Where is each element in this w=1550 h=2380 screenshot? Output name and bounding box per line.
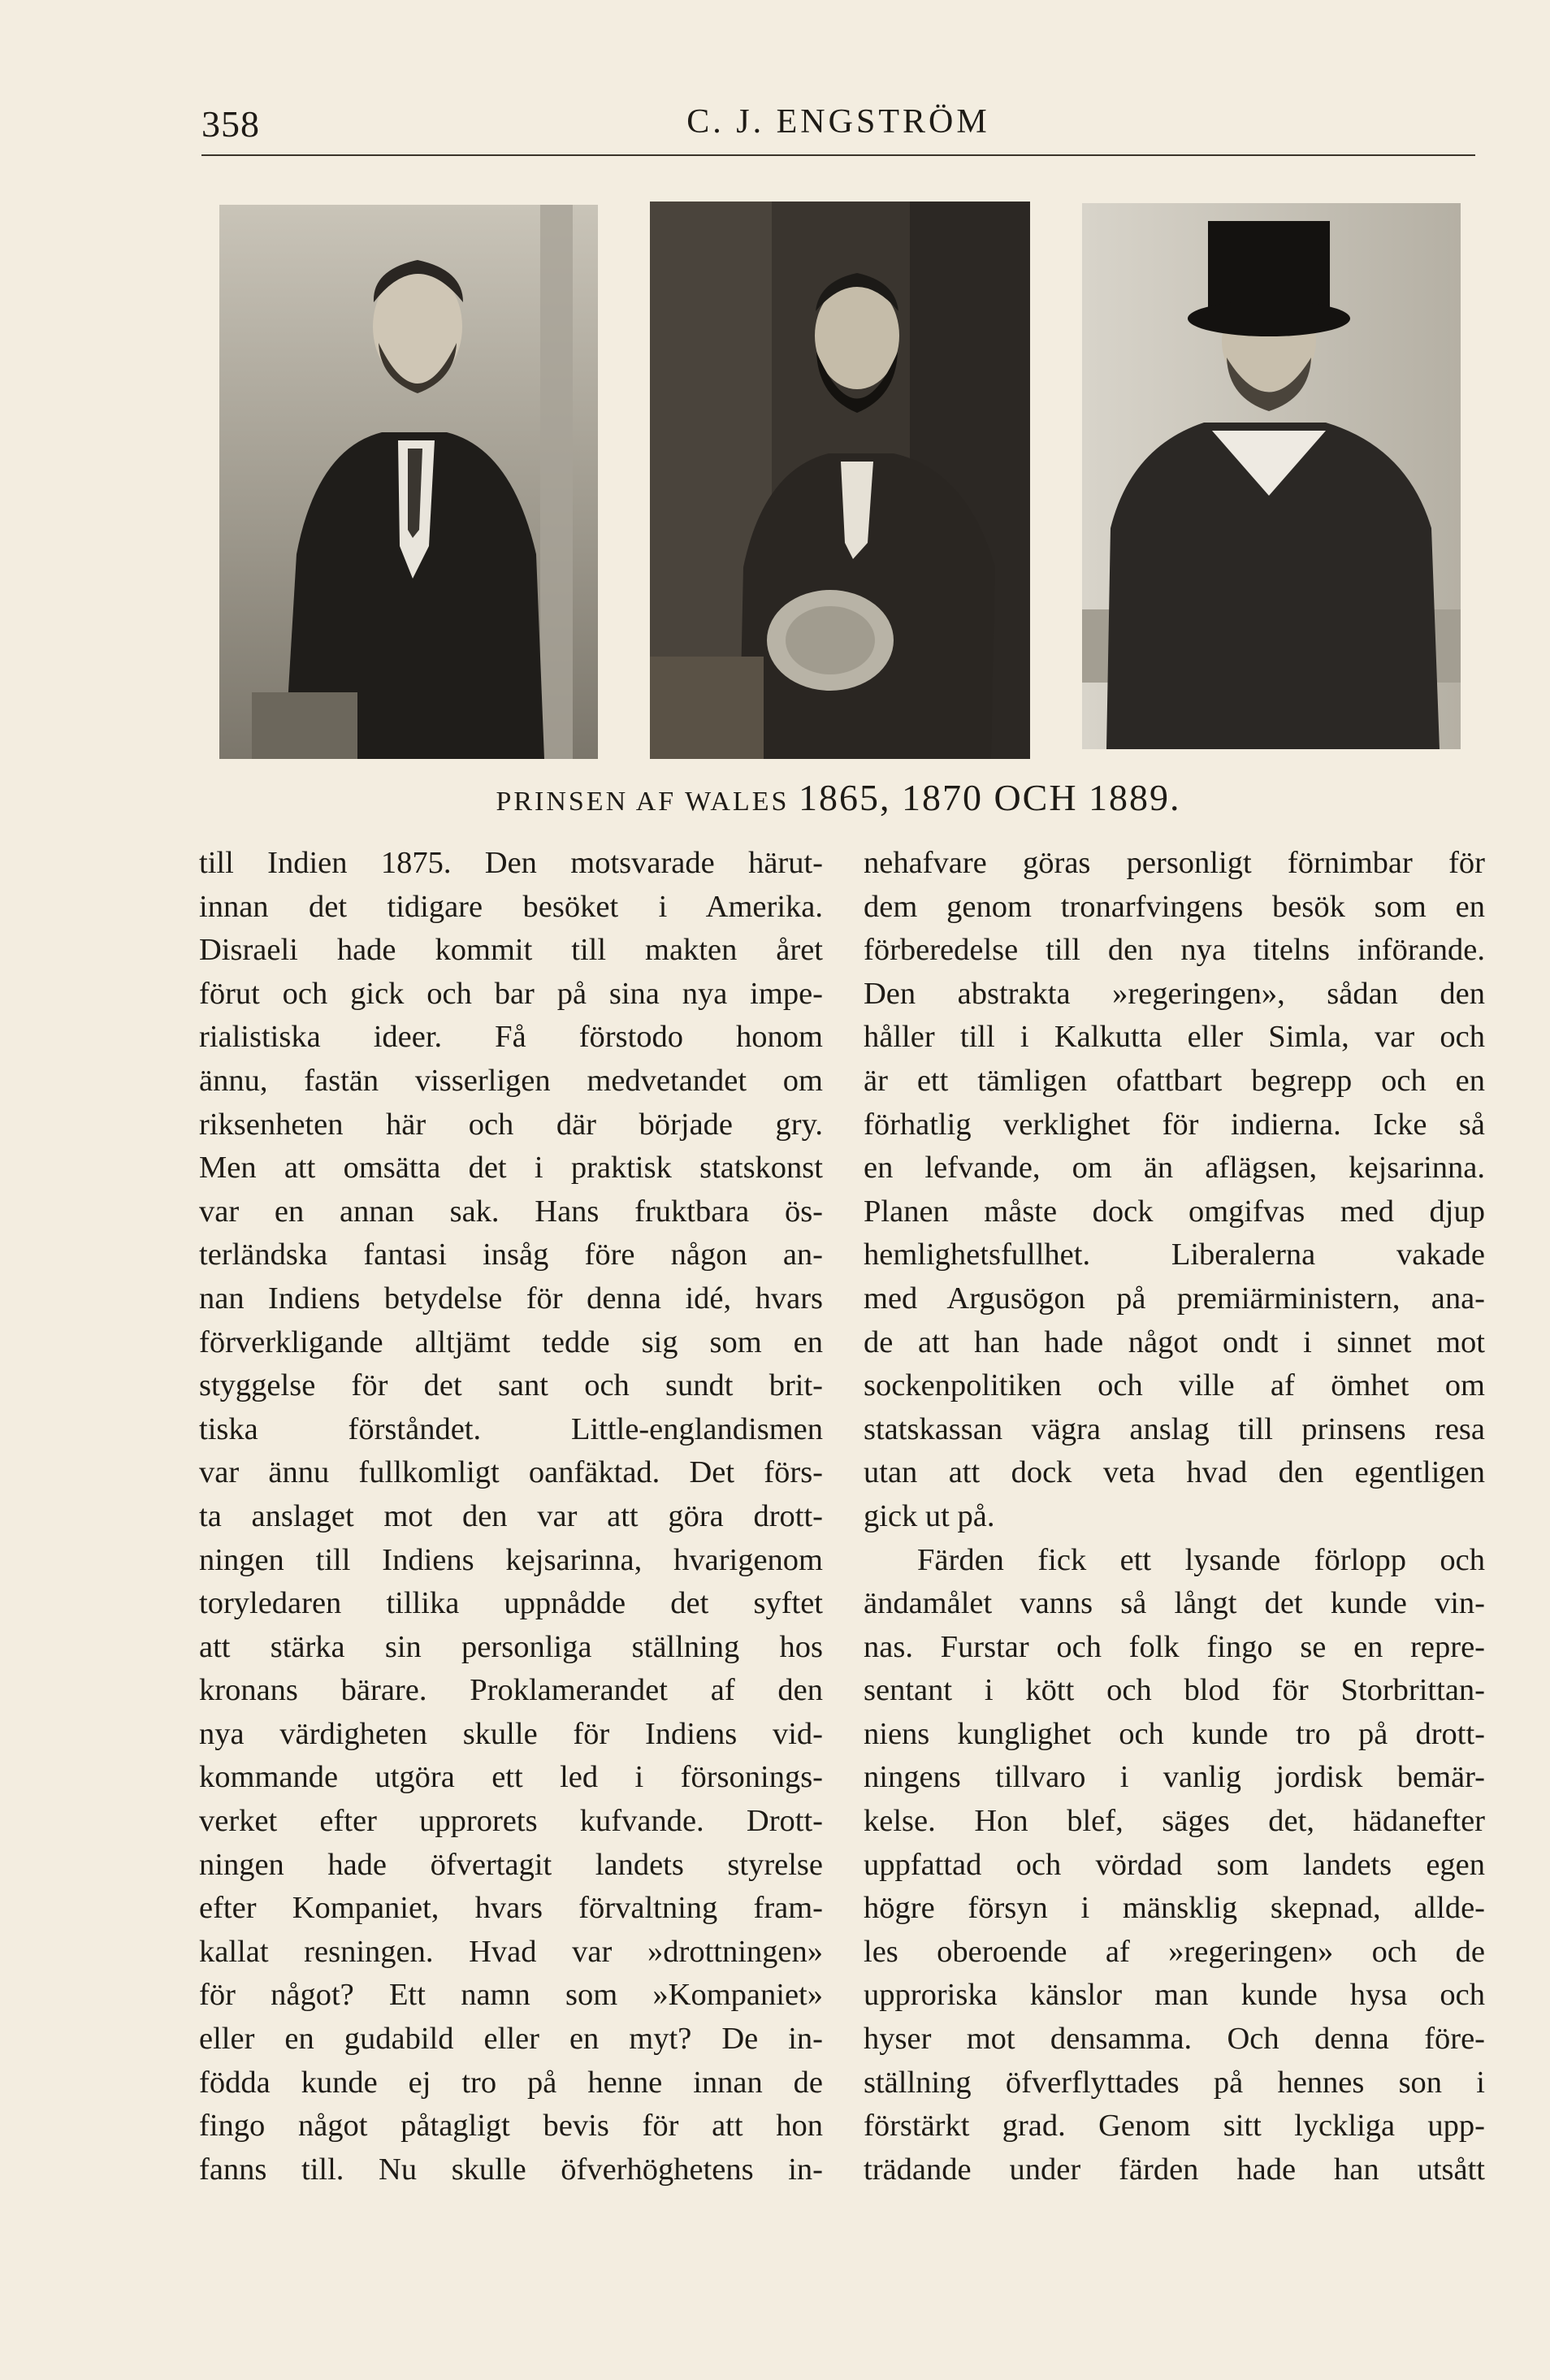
text-line: tiska förståndet. Little-englandismen bbox=[199, 1411, 823, 1446]
text-line: kallat resningen. Hvad var »drottningen» bbox=[199, 1934, 823, 1969]
figure-caption bbox=[201, 776, 1475, 819]
text-line: ningen till Indiens kejsarinna, hvarigenom bbox=[199, 1542, 823, 1577]
text-line: förut och gick och bar på sina nya impe- bbox=[199, 976, 823, 1011]
text-line: Den abstrakta »regeringen», sådan den bbox=[864, 976, 1485, 1011]
text-line: till Indien 1875. Den motsvarade härut- bbox=[199, 846, 823, 880]
caption-years: 1865, 1870 OCH 1889. bbox=[798, 777, 1181, 818]
text-line: innan det tidigare besöket i Amerika. bbox=[199, 889, 823, 924]
text-line: de att han hade något ondt i sinnet mot bbox=[864, 1324, 1485, 1359]
portrait-1865-image bbox=[219, 205, 598, 759]
portrait-1889-image bbox=[1082, 203, 1461, 749]
text-line: rialistiska ideer. Få förstodo honom bbox=[199, 1020, 823, 1055]
text-line: ningen hade öfvertagit landets styrelse bbox=[199, 1847, 823, 1882]
text-line: var en annan sak. Hans fruktbara ös- bbox=[199, 1194, 823, 1229]
text-line: för något? Ett namn som »Kompaniet» bbox=[199, 1978, 823, 2013]
text-line: ta anslaget mot den var att göra drott- bbox=[199, 1498, 823, 1533]
photo-figure bbox=[0, 0, 1550, 764]
text-line: terländska fantasi insåg före någon an- bbox=[199, 1238, 823, 1272]
text-line: sockenpolitiken och ville af ömhet om bbox=[864, 1368, 1485, 1403]
text-line: Men att omsätta det i praktisk statskonst bbox=[199, 1151, 823, 1186]
text-line: toryledaren tillika uppnådde det syftet bbox=[199, 1586, 823, 1621]
text-line: med Argusögon på premiärministern, ana- bbox=[864, 1281, 1485, 1316]
portrait-photo-1865 bbox=[219, 205, 598, 759]
text-line: uppfattad och vördad som landets egen bbox=[864, 1847, 1485, 1882]
text-line: kronans bärare. Proklamerandet af den bbox=[199, 1673, 823, 1708]
text-line: Färden fick ett lysande förlopp och bbox=[917, 1542, 1485, 1577]
text-line: förberedelse till den nya titelns införande. bbox=[864, 933, 1485, 968]
text-line: trädande under färden hade han utsått bbox=[864, 2152, 1485, 2187]
text-line: nehafvare göras personligt förnimbar för bbox=[864, 846, 1485, 880]
text-line: hemlighetsfullhet. Liberalerna vakade bbox=[864, 1238, 1485, 1272]
text-line: kommande utgöra ett led i försonings- bbox=[199, 1760, 823, 1795]
portrait-photo-1870 bbox=[650, 202, 1030, 759]
left-text-column bbox=[199, 842, 823, 2191]
portrait-photo-1889 bbox=[1082, 203, 1461, 749]
text-line: efter Kompaniet, hvars förvaltning fram- bbox=[199, 1891, 823, 1926]
running-title: C. J. ENGSTRÖM bbox=[686, 103, 990, 141]
text-line: ännu, fastän visserligen medvetandet om bbox=[199, 1063, 823, 1098]
text-line: hyser mot densamma. Och denna före- bbox=[864, 2022, 1485, 2057]
text-line: högre försyn i mänsklig skepnad, allde- bbox=[864, 1891, 1485, 1926]
text-line: styggelse för det sant och sundt brit- bbox=[199, 1368, 823, 1403]
text-line: eller en gudabild eller en myt? De in- bbox=[199, 2022, 823, 2057]
text-line: upproriska känslor man kunde hysa och bbox=[864, 1978, 1485, 2013]
text-line: nas. Furstar och folk fingo se en repre- bbox=[864, 1629, 1485, 1664]
right-text-column bbox=[864, 842, 1485, 2191]
text-line: att stärka sin personliga ställning hos bbox=[199, 1629, 823, 1664]
text-line: är ett tämligen ofattbart begrepp och en bbox=[864, 1063, 1485, 1098]
text-line: riksenheten här och där började gry. bbox=[199, 1107, 823, 1142]
text-line: Planen måste dock omgifvas med djup bbox=[864, 1194, 1485, 1229]
portrait-1870-image bbox=[650, 202, 1030, 759]
text-line: sentant i kött och blod för Storbrittan- bbox=[864, 1673, 1485, 1708]
text-line: utan att dock veta hvad den egentligen bbox=[864, 1455, 1485, 1490]
text-line: födda kunde ej tro på henne innan de bbox=[199, 2065, 823, 2100]
text-line: ändamålet vanns så långt det kunde vin- bbox=[864, 1586, 1485, 1621]
text-line: kelse. Hon blef, säges det, hädanefter bbox=[864, 1804, 1485, 1839]
text-line: gick ut på. bbox=[864, 1498, 995, 1533]
text-line: nan Indiens betydelse för denna idé, hvars bbox=[199, 1281, 823, 1316]
text-line: ställning öfverflyttades på hennes son i bbox=[864, 2065, 1485, 2100]
text-line: var ännu fullkomligt oanfäktad. Det förs- bbox=[199, 1455, 823, 1490]
text-line: fanns till. Nu skulle öfverhöghetens in- bbox=[199, 2152, 823, 2187]
caption-text: PRINSEN AF WALES bbox=[496, 787, 799, 817]
text-line: les oberoende af »regeringen» och de bbox=[864, 1934, 1485, 1969]
page-number: 358 bbox=[201, 103, 260, 145]
text-line: förverkligande alltjämt tedde sig som en bbox=[199, 1324, 823, 1359]
text-line: ningens tillvaro i vanlig jordisk bemär- bbox=[864, 1760, 1485, 1795]
text-line: förstärkt grad. Genom sitt lyckliga upp- bbox=[864, 2109, 1485, 2144]
text-line: statskassan vägra anslag till prinsens resa bbox=[864, 1411, 1485, 1446]
text-line: niens kunglighet och kunde tro på drott- bbox=[864, 1716, 1485, 1751]
text-line: dem genom tronarfvingens besök som en bbox=[864, 889, 1485, 924]
text-line: verket efter upprorets kufvande. Drott- bbox=[199, 1804, 823, 1839]
text-line: nya värdigheten skulle för Indiens vid- bbox=[199, 1716, 823, 1751]
text-line: förhatlig verklighet för indierna. Icke så bbox=[864, 1107, 1485, 1142]
text-line: fingo något påtagligt bevis för att hon bbox=[199, 2109, 823, 2144]
text-line: Disraeli hade kommit till makten året bbox=[199, 933, 823, 968]
text-line: håller till i Kalkutta eller Simla, var och bbox=[864, 1020, 1485, 1055]
text-line: en lefvande, om än aflägsen, kejsarinna. bbox=[864, 1151, 1485, 1186]
